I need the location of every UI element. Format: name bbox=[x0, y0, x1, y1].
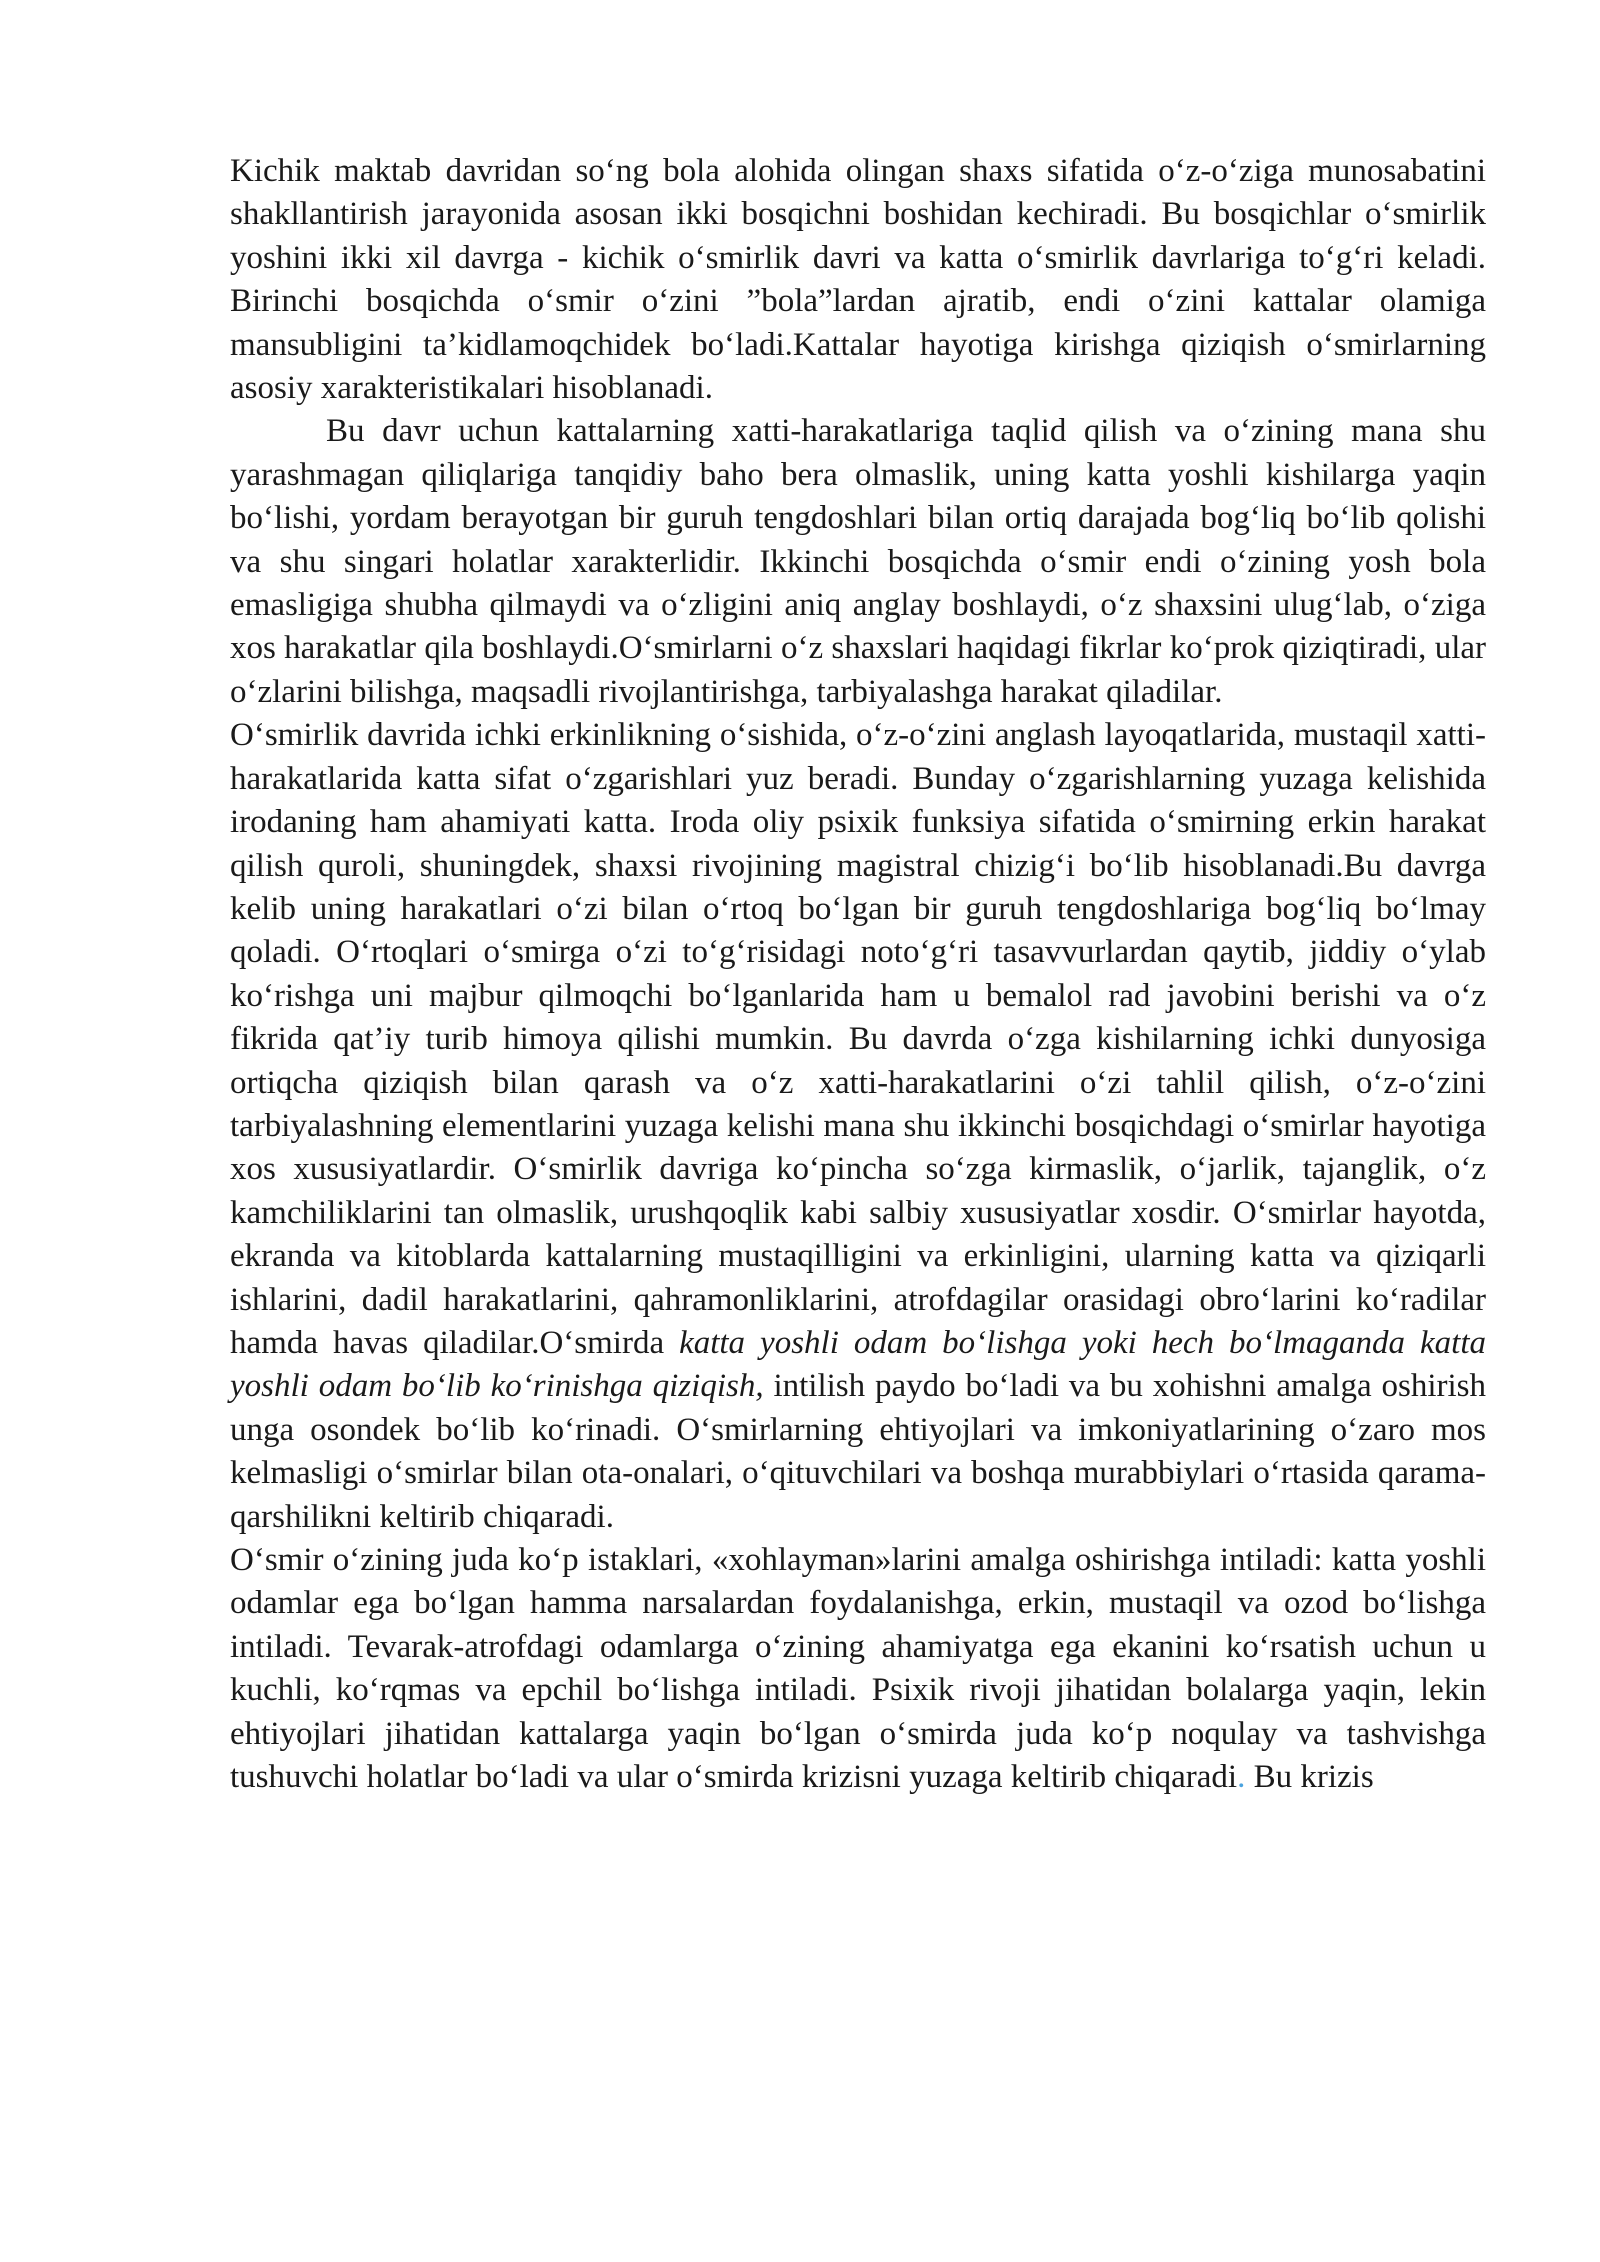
paragraph-3-text-start: O‘smirlik davrida ichki erkinlikning o‘sishida, o‘z-o‘zini anglash layoqatlarida, mustaqil xatti-harakatlarida katta sifat o‘zgarishlari yuz beradi. Bunday o‘zgarishlarning yuzaga kelishida irodaning ham ahamiyati katta. Iroda oliy psixik funksiya sifatida o‘smirning erkin harakat qilish quroli, shuningdek, shaxsi rivojining magistral chizig‘i bo‘lib hisoblanadi.Bu davrga kelib uning harakatlari o‘zi bilan o‘rtoq bo‘lgan bir guruh tengdoshlariga bog‘liq bo‘lmay qoladi. O‘rtoqlari o‘smirga o‘zi to‘g‘risidagi noto‘g‘ri tasavvurlardan qaytib, jiddiy o‘ylab ko‘rishga uni majbur qilmoqchi bo‘lganlarida ham u bemalol rad javobini berishi va o‘z fikrida qat’iy turib himoya qilishi mumkin. Bu davrda o‘zga kishilarning ichki dunyosiga ortiqcha qiziqish bilan qarash va o‘z xatti-harakatlarini o‘zi tahlil qilish, o‘z-o‘zini tarbiyalashning elementlarini yuzaga kelishi mana shu ikkinchi bosqichdagi o‘smirlar hayotiga xos xususiyatlardir. O‘smirlik davriga ko‘pincha so‘zga kirmaslik, o‘jarlik, tajanglik, o‘z kamchiliklarini tan olmaslik, urushqoqlik kabi salbiy xususiyatlar xosdir. O‘smirlar hayotda, ekranda va kitoblarda kattalarning mustaqilligini va erkinligini, ularning katta va qiziqarli ishlarini, dadil harakatlarini, qahramonliklarini, atrofdagilar orasidagi obro‘larini ko‘radilar hamda havas qiladilar.O‘smirda bbox=[230, 717, 1486, 1361]
paragraph-4-text-tail: Bu krizis bbox=[1245, 1759, 1374, 1796]
paragraph-4-accent-dot: . bbox=[1237, 1759, 1246, 1796]
paragraph-3 bbox=[230, 714, 1486, 1539]
paragraph-3-text-end: intilish paydo bo‘ladi va bu xohishni amalga oshirish unga osondek bo‘lib ko‘rinadi. O‘smirlarning ehtiyojlari va imkoniyatlarining o‘zaro mos kelmasligi o‘smirlar bilan ota-onalari, o‘qituvchilari va boshqa murabbiylari o‘rtasida qarama-qarshilikni keltirib chiqaradi. bbox=[230, 1368, 1486, 1535]
paragraph-1: Kichik maktab davridan so‘ng bola alohida olingan shaxs sifatida o‘z-o‘ziga munosabatini shakllantirish jarayonida asosan ikki bosqichni boshidan kechiradi. Bu bosqichlar o‘smirlik yoshini ikki xil davrga - kichik o‘smirlik davri va katta o‘smirlik davrlariga to‘g‘ri keladi. Birinchi bosqichda o‘smir o‘zini ”bola”lardan ajratib, endi o‘zini kattalar olamiga mansubligini ta’kidlamoqchidek bo‘ladi.Kattalar hayotiga kirishga qiziqish o‘smirlarning asosiy xarakteristikalari hisoblanadi. bbox=[230, 153, 1486, 407]
paragraph-3-italic-phrase: katta yoshli odam bo‘lishga yoki hech bo‘lmaganda katta yoshli odam bo‘lib ko‘rinishga qiziqish, bbox=[230, 1324, 1486, 1405]
document-page bbox=[230, 150, 1486, 1799]
paragraph-2: Bu davr uchun kattalarning xatti-harakatlariga taqlid qilish va o‘zining mana shu yarashmagan qiliqlariga tanqidiy baho bera olmaslik, uning katta yoshli kishilarga yaqin bo‘lishi, yordam berayotgan bir guruh tengdoshlari bilan ortiq darajada bog‘liq bo‘lib qolishi va shu singari holatlar xarakterlidir. Ikkinchi bosqichda o‘smir endi o‘zining yosh bola emasligiga shubha qilmaydi va o‘zligini aniq anglay boshlaydi, o‘z shaxsini ulug‘lab, o‘ziga xos harakatlar qila boshlaydi.O‘smirlarni o‘z shaxslari haqidagi fikrlar ko‘prok qiziqtiradi, ular o‘zlarini bilishga, maqsadli rivojlantirishga, tarbiyalashga harakat qiladilar. bbox=[230, 413, 1486, 710]
paragraph-4-text-main: O‘smir o‘zining juda ko‘p istaklari, «xohlayman»larini amalga oshirishga intiladi: katta yoshli odamlar ega bo‘lgan hamma narsalardan foydalanishga, erkin, mustaqil va ozod bo‘lishga intiladi. Tevarak-atrofdagi odamlarga o‘zining ahamiyatga ega ekanini ko‘rsatish uchun u kuchli, ko‘rqmas va epchil bo‘lishga intiladi. Psixik rivoji jihatidan bolalarga yaqin, lekin ehtiyojlari jihatidan kattalarga yaqin bo‘lgan o‘smirda juda ko‘p noqulay va tashvishga tushuvchi holatlar bo‘ladi va ular o‘smirda krizisni yuzaga keltirib chiqaradi bbox=[230, 1542, 1486, 1796]
paragraph-4 bbox=[230, 1539, 1486, 1799]
